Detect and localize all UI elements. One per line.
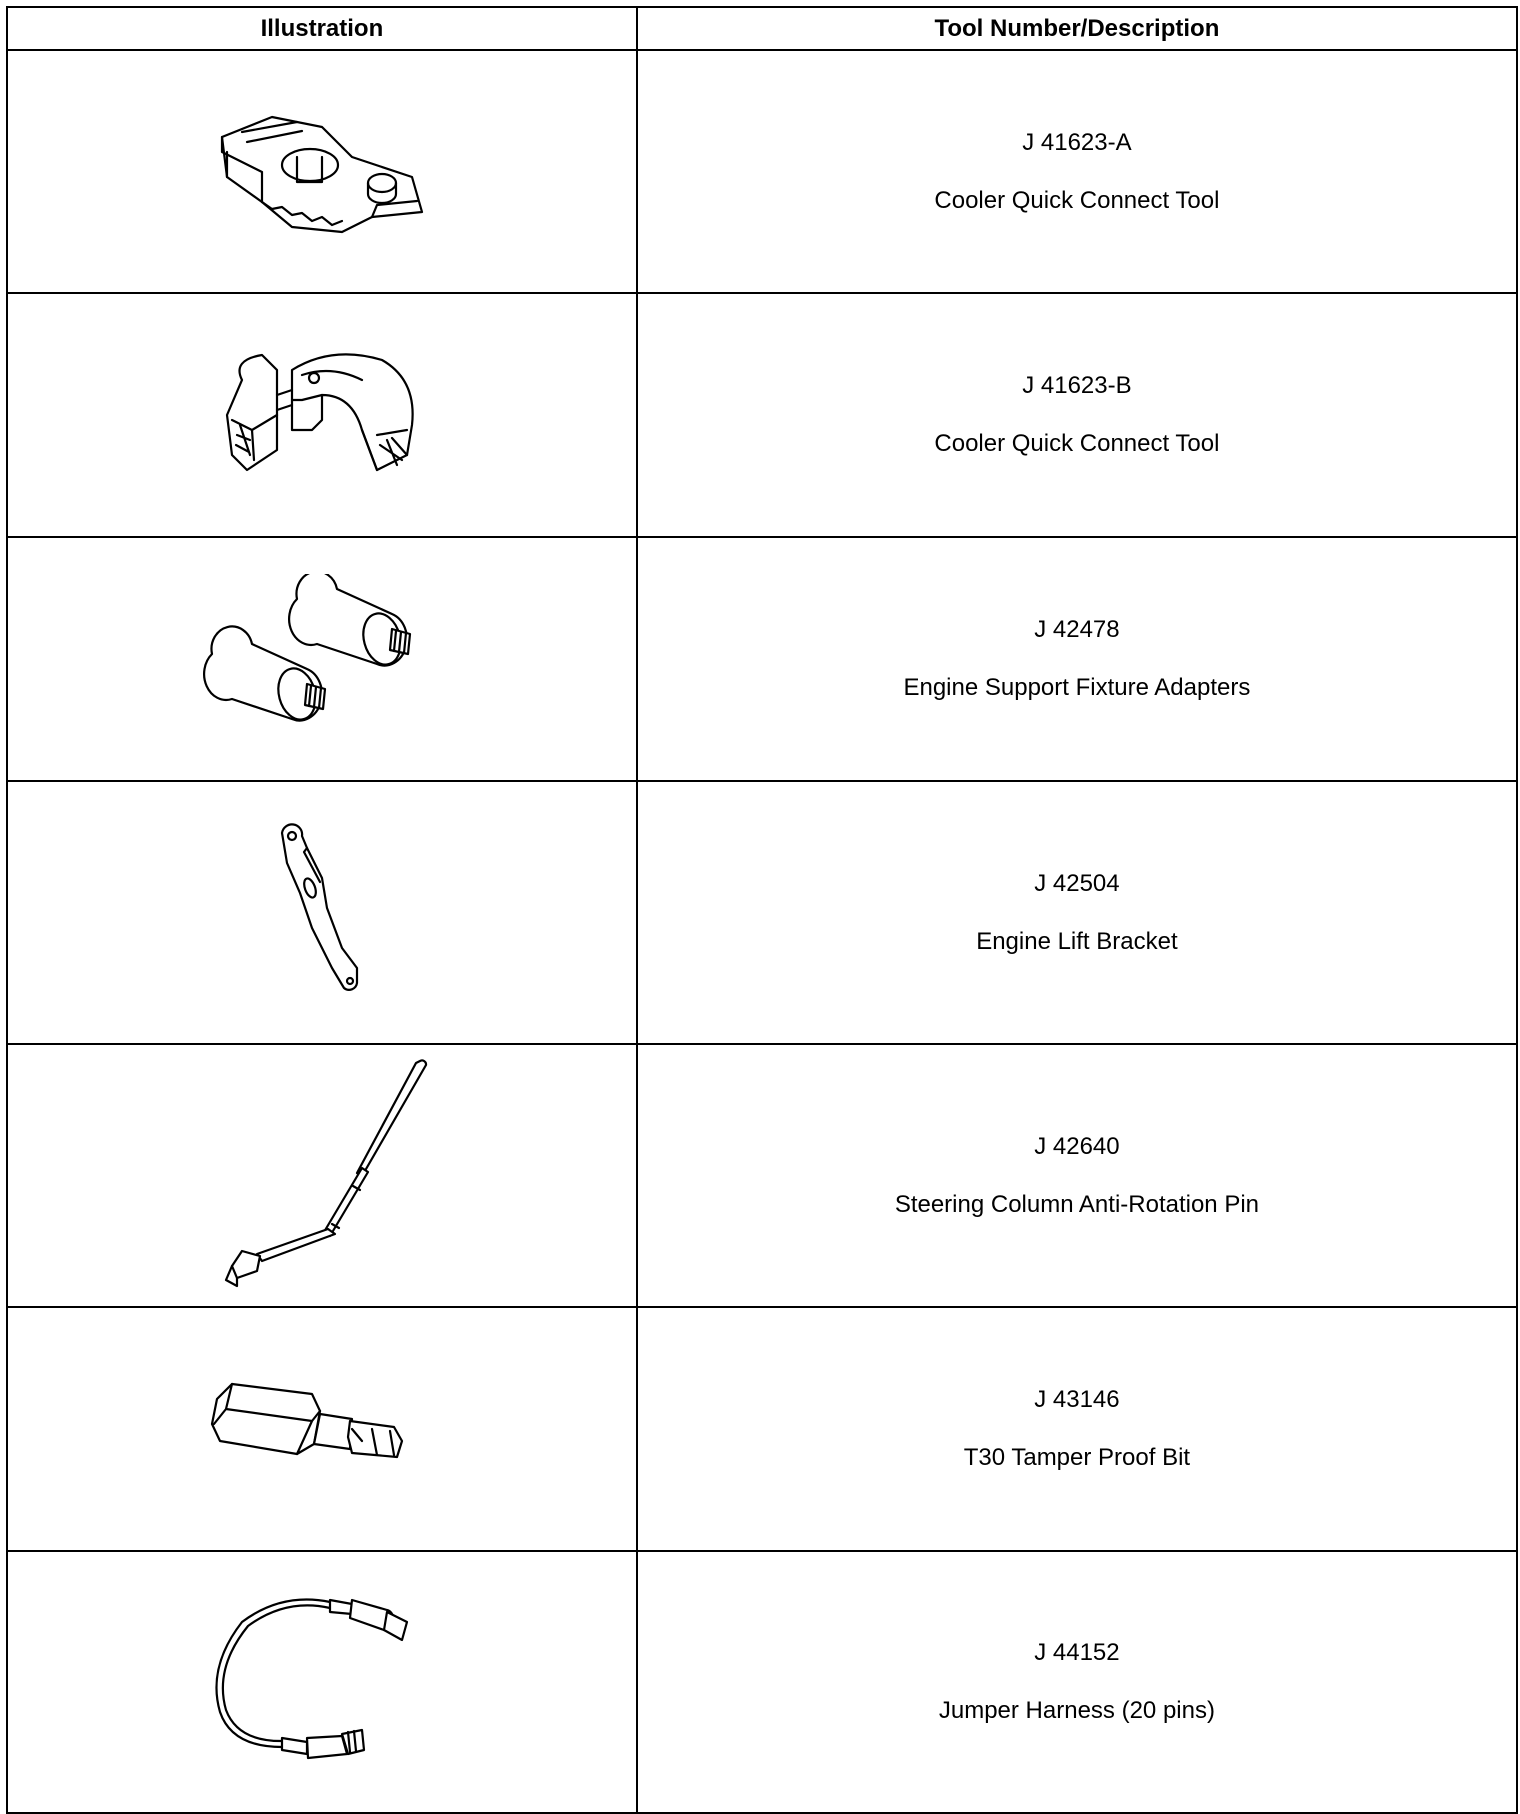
description-cell — [637, 50, 1517, 293]
description-cell — [637, 1044, 1517, 1307]
tool-number: J 44152 — [1034, 1639, 1120, 1666]
description-cell — [637, 1307, 1517, 1551]
tool-description: Cooler Quick Connect Tool — [934, 186, 1220, 214]
description-cell — [637, 781, 1517, 1044]
illustration-cell — [7, 781, 637, 1044]
tool-number: J 42504 — [1034, 869, 1120, 897]
tool-description: Cooler Quick Connect Tool — [934, 430, 1220, 457]
table-row — [7, 1551, 1517, 1813]
cooler-quick-connect-tool-b-icon — [202, 340, 442, 490]
tool-description: Engine Lift Bracket — [976, 927, 1178, 955]
table-row — [7, 1307, 1517, 1551]
illustration-cell — [7, 1551, 637, 1813]
header-row — [7, 7, 1517, 50]
table-row — [7, 1044, 1517, 1307]
illustration-cell — [7, 1044, 637, 1307]
description-cell — [637, 1551, 1517, 1813]
tool-number: J 42478 — [1034, 616, 1120, 643]
tool-number: J 41623-B — [1022, 372, 1132, 399]
header-tool-number-description: Tool Number/Description — [637, 7, 1517, 50]
tool-number: J 41623-A — [1022, 128, 1132, 156]
tamper-proof-bit-icon — [202, 1369, 442, 1489]
illustration-cell — [7, 293, 637, 537]
tool-description: T30 Tamper Proof Bit — [963, 1444, 1191, 1471]
jumper-harness-icon — [202, 1582, 442, 1782]
illustration-cell — [7, 1307, 637, 1551]
engine-lift-bracket-icon — [262, 818, 382, 1008]
table-row — [7, 50, 1517, 293]
illustration-cell — [7, 50, 637, 293]
table-row — [7, 293, 1517, 537]
engine-support-fixture-adapters-icon — [202, 574, 442, 744]
anti-rotation-pin-icon — [202, 1056, 442, 1296]
table-row — [7, 537, 1517, 781]
table-row — [7, 781, 1517, 1044]
tool-description: Engine Support Fixture Adapters — [903, 674, 1251, 701]
special-tools-table — [6, 6, 1518, 1814]
tool-description: Steering Column Anti-Rotation Pin — [894, 1190, 1260, 1218]
tool-number: J 43146 — [1034, 1386, 1120, 1413]
tool-description: Jumper Harness (20 pins) — [938, 1697, 1215, 1724]
tool-number: J 42640 — [1034, 1132, 1120, 1160]
description-cell — [637, 293, 1517, 537]
cooler-quick-connect-tool-a-icon — [202, 97, 442, 247]
header-illustration: Illustration — [7, 7, 637, 50]
illustration-cell — [7, 537, 637, 781]
description-cell — [637, 537, 1517, 781]
